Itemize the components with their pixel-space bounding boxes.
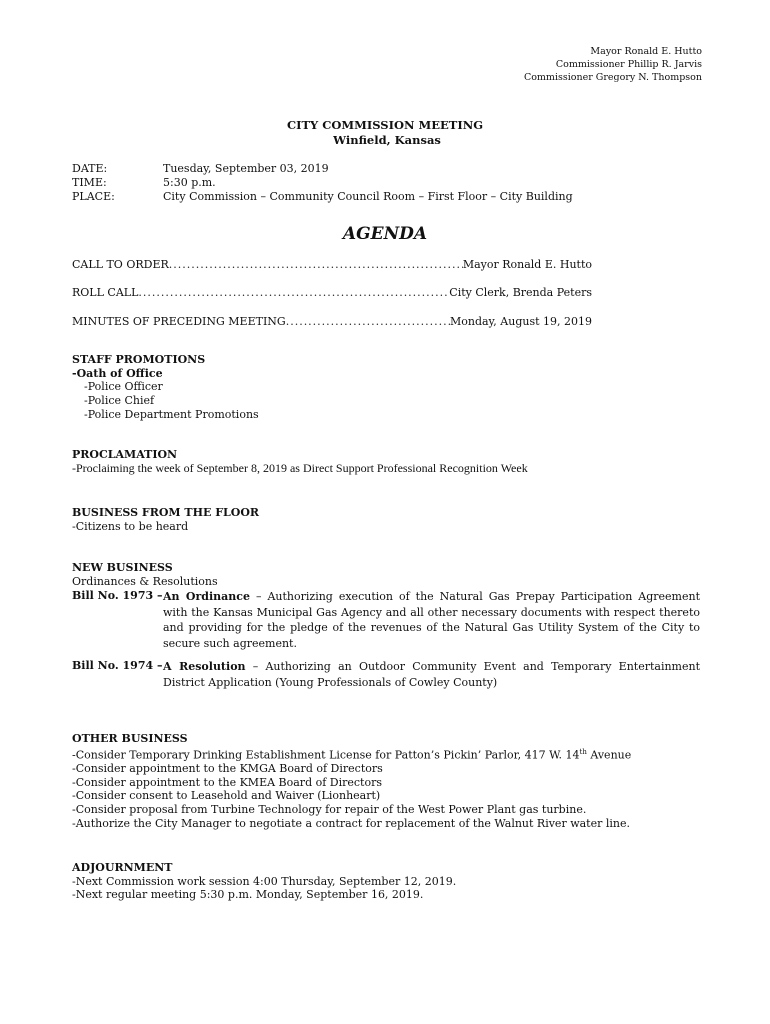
roll-call-line (72, 286, 592, 299)
meeting-title-block (0, 118, 770, 148)
time-label: TIME: (72, 176, 107, 189)
oath-of-office-heading: -Oath of Office (72, 366, 163, 380)
meeting-location: Winfield, Kansas (333, 133, 441, 147)
official-mayor: Mayor Ronald E. Hutto (590, 46, 702, 57)
place-row (72, 190, 573, 204)
date-value: Tuesday, September 03, 2019 (163, 162, 329, 175)
bill-1973-number: Bill No. 1973 – (72, 589, 163, 603)
place-label: PLACE: (72, 190, 115, 203)
leader-dots (138, 286, 449, 299)
call-to-order-label: CALL TO ORDER (72, 258, 169, 271)
other-business-section (72, 732, 712, 831)
time-value: 5:30 p.m. (163, 176, 216, 189)
bill-1974 (72, 659, 700, 690)
official-commissioner-1: Commissioner Phillip R. Jarvis (555, 59, 702, 70)
bill-1973-kind: An Ordinance (163, 590, 250, 604)
roll-call-label: ROLL CALL (72, 286, 139, 299)
adjournment-item: -Next Commission work session 4:00 Thursday, September 12, 2019. (72, 874, 457, 888)
ordinal-suffix: th (579, 747, 587, 756)
other-business-item: -Consider appointment to the KMGA Board of Directors (72, 762, 383, 776)
bill-1974-description: – Authorizing an Outdoor Community Event and Temporary Entertainment District Application (Young Professionals of Cowley County) (163, 660, 700, 689)
minutes-line (72, 315, 592, 328)
agenda-heading: AGENDA (342, 224, 428, 244)
bill-1973-description: – Authorizing execution of the Natural Gas Prepay Participation Agreement with the Kansas Municipal Gas Agency and all other necessary documents with respect thereto and providing for the pledge of the revenues of the Natural Gas Utility System of the City to secure such agreement. (163, 590, 701, 650)
other-business-item: -Consider proposal from Turbine Technology for repair of the West Power Plant gas turbine. (72, 803, 587, 817)
new-business-section (72, 561, 700, 690)
adjournment-item: -Next regular meeting 5:30 p.m. Monday, September 16, 2019. (72, 888, 424, 902)
date-label: DATE: (72, 162, 108, 175)
call-to-order-line (72, 258, 592, 271)
official-commissioner-2: Commissioner Gregory N. Thompson (523, 72, 702, 83)
other-business-item-text: -Consider Temporary Drinking Establishment License for Patton’s Pickin’ Parlor, 417 W. 14 (72, 748, 580, 762)
bill-1973-text (163, 589, 700, 651)
new-business-heading: NEW BUSINESS (72, 561, 173, 574)
leader-dots (169, 258, 463, 271)
date-row (72, 162, 573, 176)
time-row (72, 176, 573, 190)
minutes-value: Monday, August 19, 2019 (449, 315, 592, 328)
other-business-item-text: Avenue (586, 748, 632, 762)
adjournment-section (72, 861, 712, 902)
call-to-order-value: Mayor Ronald E. Hutto (462, 258, 592, 271)
officials-list (524, 45, 702, 84)
other-business-item: -Consider appointment to the KMEA Board of Directors (72, 775, 383, 789)
adjournment-heading: ADJOURNMENT (72, 861, 173, 874)
other-business-item: -Authorize the City Manager to negotiate a contract for replacement of the Walnut River water line. (72, 816, 630, 830)
proclamation-section (72, 448, 712, 475)
bill-1974-text (163, 659, 700, 690)
business-from-floor-text: -Citizens to be heard (72, 519, 189, 533)
meeting-title: CITY COMMISSION MEETING (286, 118, 484, 132)
roll-call-value: City Clerk, Brenda Peters (449, 286, 592, 299)
staff-item: -Police Officer (84, 380, 163, 394)
minutes-label: MINUTES OF PRECEDING MEETING (72, 315, 286, 328)
place-value: City Commission – Community Council Room – First Floor – City Building (163, 190, 573, 203)
ordinances-resolutions-subheading: Ordinances & Resolutions (72, 574, 218, 588)
business-from-floor-section (72, 506, 712, 533)
other-business-heading: OTHER BUSINESS (72, 732, 188, 745)
proclamation-text: -Proclaiming the week of September 8, 2019 as Direct Support Professional Recognition Week (72, 460, 528, 475)
other-business-item (72, 746, 712, 762)
staff-promotions-heading: STAFF PROMOTIONS (72, 353, 206, 366)
bill-1973 (72, 589, 700, 651)
staff-promotions-section (72, 353, 712, 422)
business-from-floor-heading: BUSINESS FROM THE FLOOR (72, 506, 260, 519)
proclamation-heading: PROCLAMATION (72, 448, 178, 461)
meeting-details (72, 162, 573, 204)
staff-item: -Police Chief (84, 394, 155, 408)
leader-dots (286, 315, 450, 328)
bill-1974-kind: A Resolution (163, 660, 246, 674)
staff-item: -Police Department Promotions (84, 407, 259, 421)
other-business-item: -Consider consent to Leasehold and Waiver (Lionheart) (72, 789, 381, 803)
bill-1974-number: Bill No. 1974 – (72, 659, 163, 673)
